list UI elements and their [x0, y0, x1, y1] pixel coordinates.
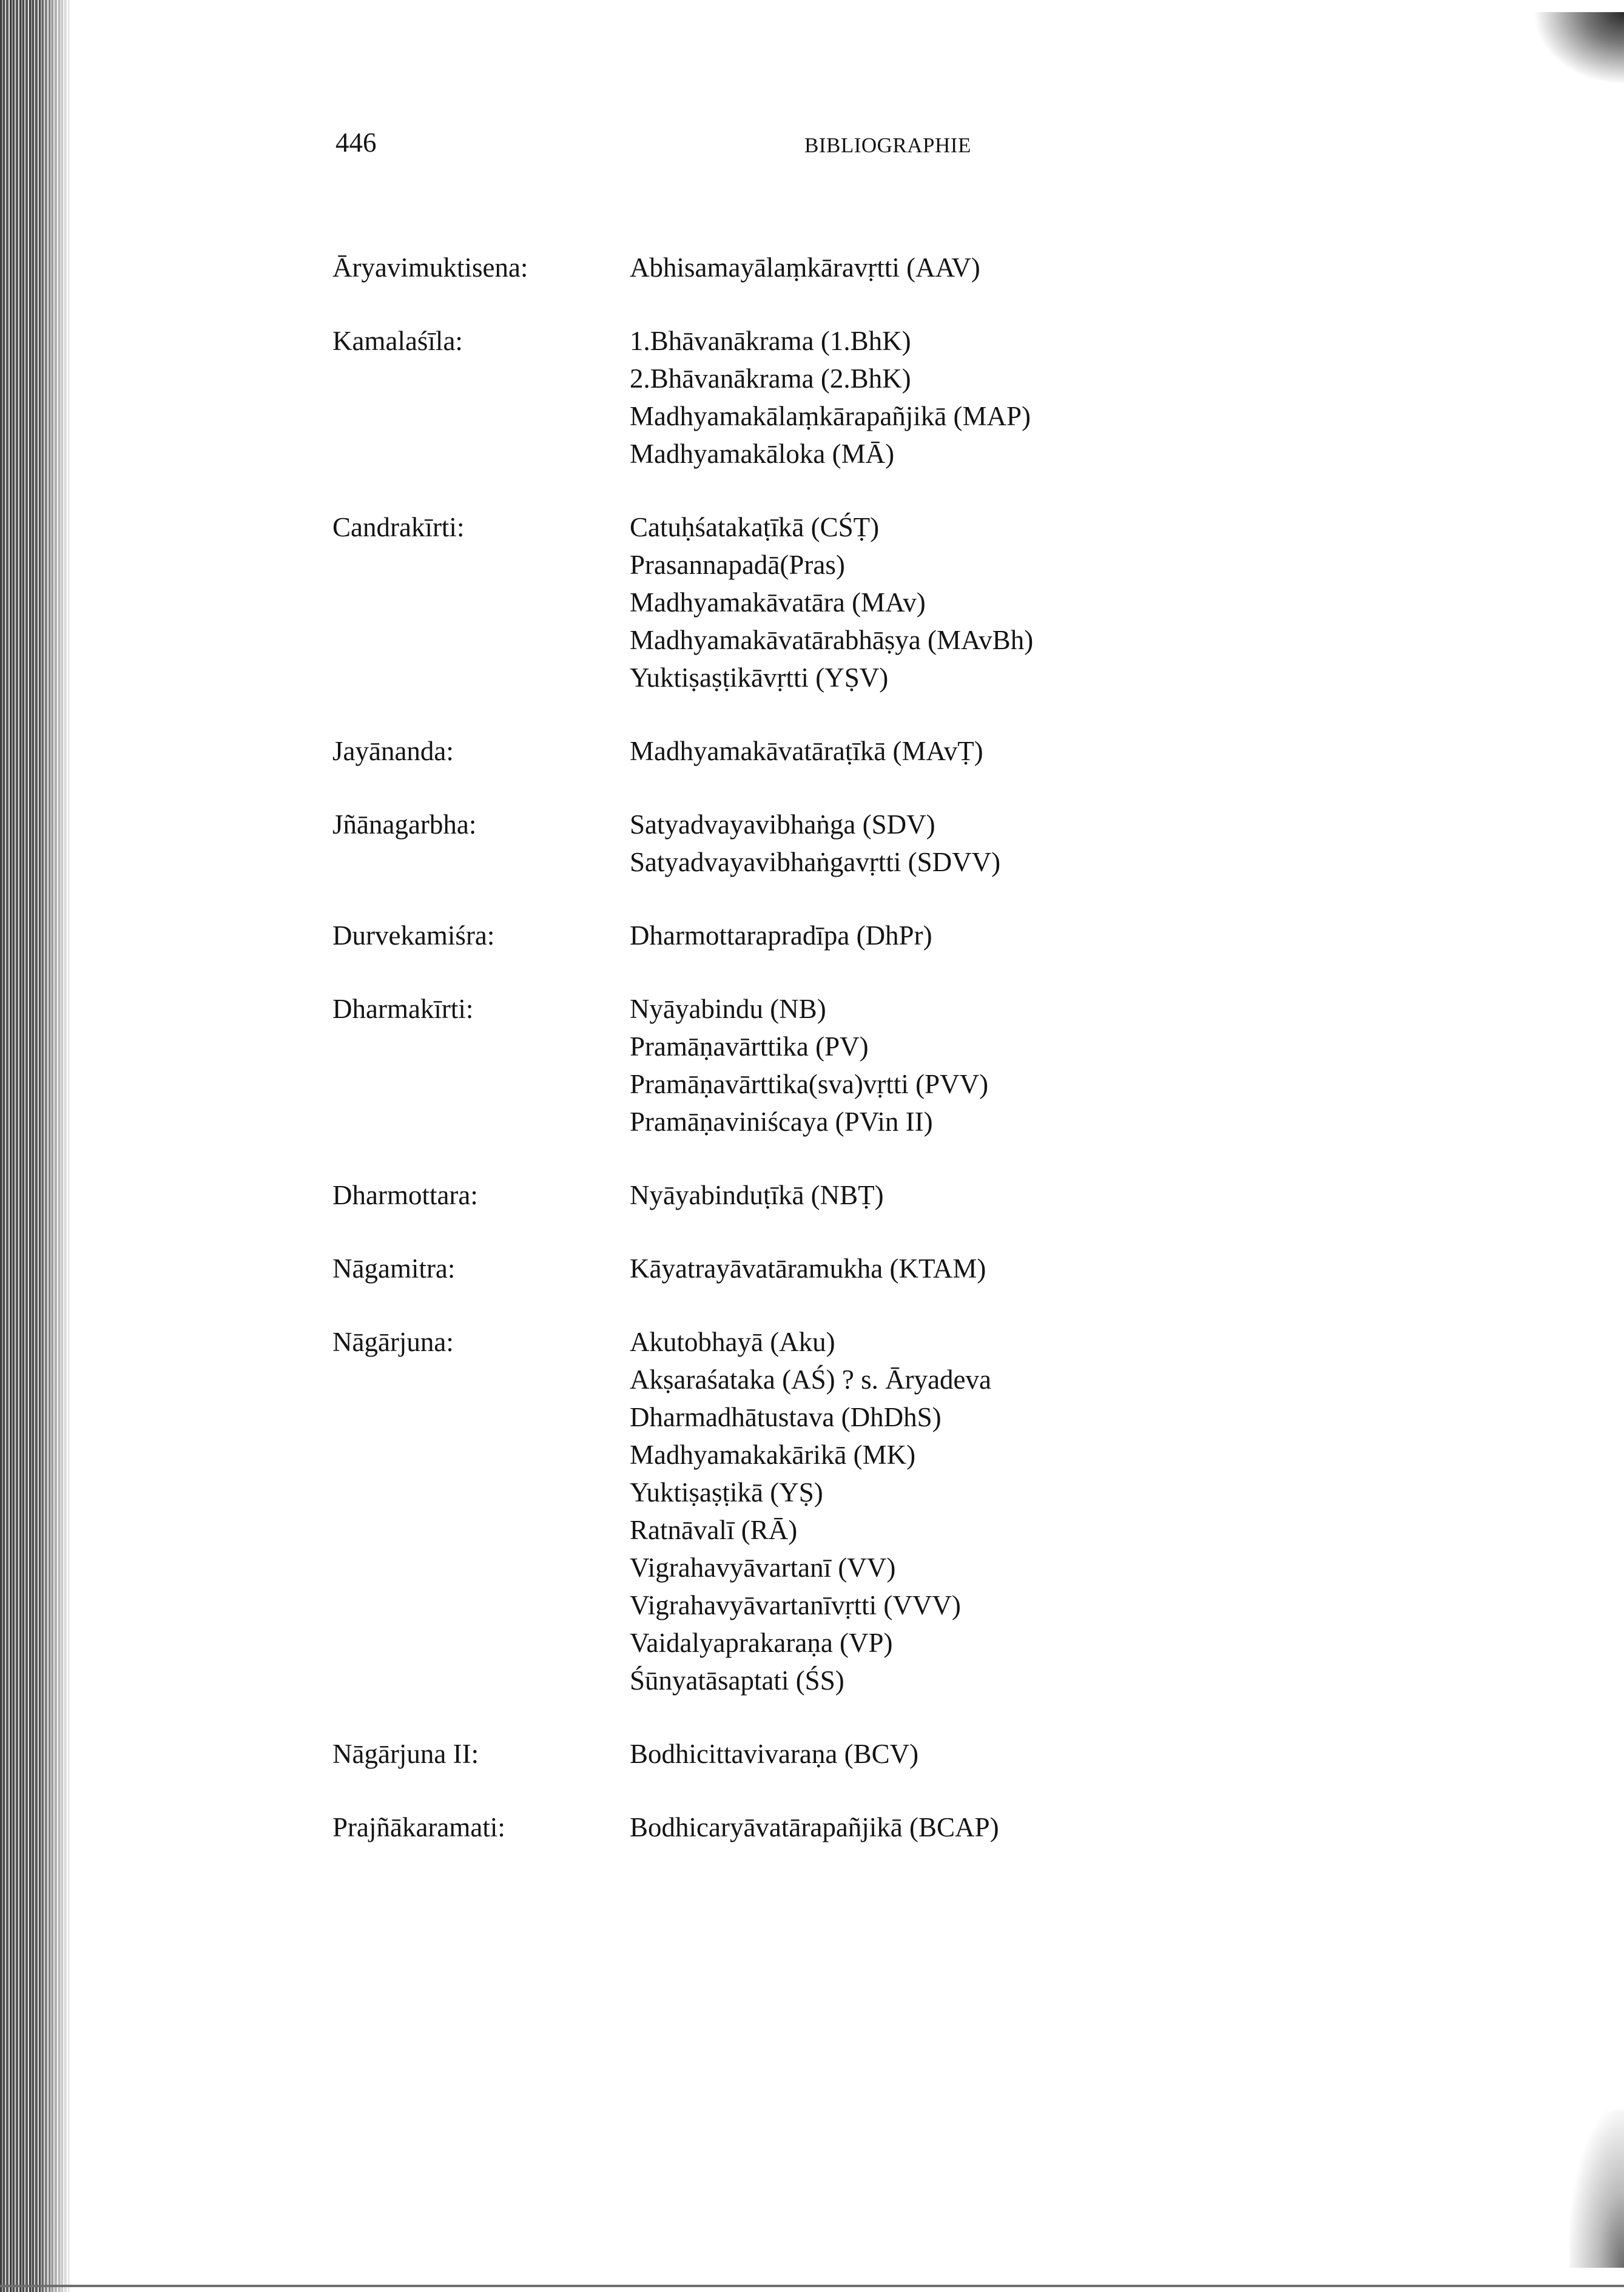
page-number: 446 — [335, 127, 377, 158]
work-title: Akṣaraśataka (AŚ) ? s. Āryadeva — [630, 1364, 992, 1395]
running-title: BIBLIOGRAPHIE — [804, 133, 971, 157]
author-name: Nāgārjuna: — [332, 1327, 454, 1357]
author-name: Nāgamitra: — [332, 1253, 456, 1284]
work-list — [630, 732, 1485, 770]
bibliography-entry — [332, 990, 1485, 1141]
author-name: Jñānagarbha: — [332, 809, 477, 840]
bibliography-entry — [332, 1250, 1485, 1287]
work-title: Madhyamakāvatāraṭīkā (MAvṬ) — [630, 736, 983, 766]
work-title: Nyāyabindu (NB) — [630, 994, 826, 1024]
work-title: Nyāyabinduṭīkā (NBṬ) — [630, 1180, 884, 1210]
work-title: Madhyamakālaṃkārapañjikā (MAP) — [630, 401, 1031, 431]
author-name: Jayānanda: — [332, 736, 454, 766]
work-title: Madhyamakakārikā (MK) — [630, 1440, 916, 1470]
work-list — [630, 1808, 1485, 1846]
bibliography-entry — [332, 1176, 1485, 1214]
work-title: Madhyamakāvatārabhāṣya (MAvBh) — [630, 625, 1034, 655]
bibliography-entry — [332, 1808, 1485, 1846]
work-list — [630, 1323, 1485, 1699]
work-title: Bodhicittavivaraṇa (BCV) — [630, 1739, 919, 1769]
work-title: Bodhicaryāvatārapañjikā (BCAP) — [630, 1812, 999, 1842]
bibliography-entry — [332, 508, 1485, 696]
author-name: Āryavimuktisena: — [332, 252, 528, 283]
work-title: Vigrahavyāvartanīvṛtti (VVV) — [630, 1590, 961, 1620]
bibliography-entry — [332, 806, 1485, 881]
author-name: Durvekamiśra: — [332, 920, 495, 951]
work-title: Madhyamakāloka (MĀ) — [630, 439, 895, 469]
author-name: Dharmottara: — [332, 1180, 478, 1210]
author-name: Prajñākaramati: — [332, 1812, 505, 1842]
bibliography-entry — [332, 322, 1485, 473]
work-list — [630, 508, 1485, 696]
bibliography-entry — [332, 249, 1485, 286]
work-list — [630, 806, 1485, 881]
author-name: Candrakīrti: — [332, 512, 465, 542]
page-curl-top — [1533, 12, 1624, 85]
work-title: Satyadvayavibhaṅgavṛtti (SDVV) — [630, 847, 1001, 877]
bibliography-entry — [332, 1323, 1485, 1699]
bibliography-entry — [332, 1735, 1485, 1773]
work-list — [630, 322, 1485, 473]
author-name: Kamalaśīla: — [332, 326, 463, 356]
binding-shadow — [36, 0, 73, 2292]
work-title: Pramāṇavārttika (PV) — [630, 1031, 869, 1062]
work-title: Vigrahavyāvartanī (VV) — [630, 1552, 896, 1583]
work-title: Abhisamayālaṃkāravṛtti (AAV) — [630, 252, 980, 283]
work-title: Akutobhayā (Aku) — [630, 1327, 835, 1357]
work-title: Ratnāvalī (RĀ) — [630, 1515, 798, 1545]
work-title: Dharmottarapradīpa (DhPr) — [630, 920, 932, 951]
work-title: 2.Bhāvanākrama (2.BhK) — [630, 363, 911, 394]
work-list — [630, 1735, 1485, 1773]
work-list — [630, 1250, 1485, 1287]
work-list — [630, 990, 1485, 1141]
work-title: Satyadvayavibhaṅga (SDV) — [630, 809, 935, 840]
work-title: 1.Bhāvanākrama (1.BhK) — [630, 326, 911, 356]
work-title: Dharmadhātustava (DhDhS) — [630, 1402, 942, 1432]
work-title: Catuḥśatakaṭīkā (CŚṬ) — [630, 512, 880, 542]
work-title: Prasannapadā(Pras) — [630, 550, 845, 580]
work-list — [630, 249, 1485, 286]
bibliography-entry — [332, 917, 1485, 954]
work-title: Yuktiṣaṣṭikāvṛtti (YṢV) — [630, 662, 889, 693]
work-title: Pramāṇavārttika(sva)vṛtti (PVV) — [630, 1069, 989, 1099]
work-title: Madhyamakāvatāra (MAv) — [630, 587, 926, 618]
work-title: Vaidalyaprakaraṇa (VP) — [630, 1628, 893, 1658]
work-list — [630, 1176, 1485, 1214]
bibliography-list — [332, 249, 1485, 1882]
author-name: Dharmakīrti: — [332, 994, 474, 1024]
work-title: Śūnyatāsaptati (ŚS) — [630, 1665, 844, 1696]
work-title: Kāyatrayāvatāramukha (KTAM) — [630, 1253, 986, 1284]
author-name: Nāgārjuna II: — [332, 1739, 479, 1769]
work-title: Yuktiṣaṣṭikā (YṢ) — [630, 1477, 823, 1508]
bibliography-entry — [332, 732, 1485, 770]
work-title: Pramāṇaviniścaya (PVin II) — [630, 1107, 933, 1137]
work-list — [630, 917, 1485, 954]
page-curl-bottom — [1569, 2110, 1624, 2268]
scan-bottom-edge — [0, 2285, 1624, 2287]
